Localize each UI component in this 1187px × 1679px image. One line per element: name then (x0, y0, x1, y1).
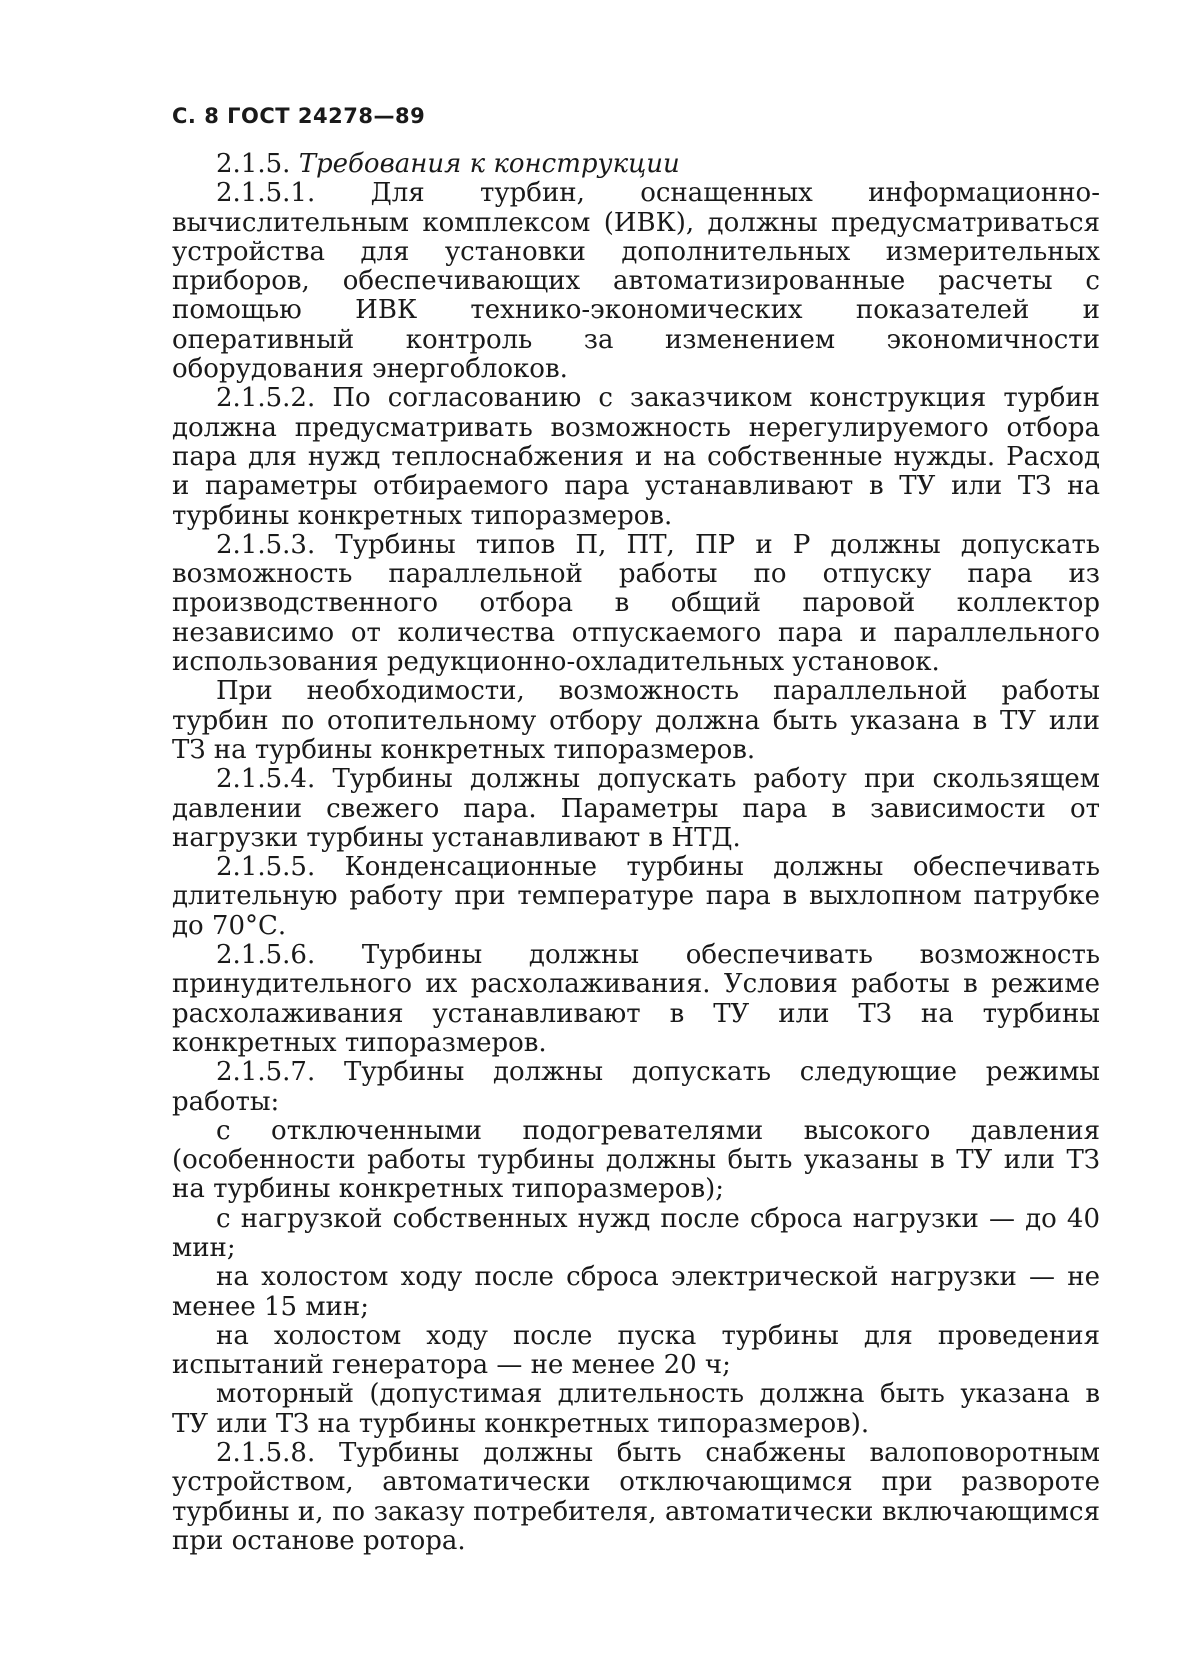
document-body (172, 150, 1100, 1556)
list-item: моторный (допустимая длительность должна быть указана в ТУ или ТЗ на турбины конкретных типоразмеров). (172, 1379, 1100, 1439)
paragraph: 2.1.5.4. Турбины должны допускать работу при скользящем давлении свежего пара. Параметры пара в зависимости от нагрузки турбины устанавливают в НТД. (172, 764, 1100, 853)
paragraph: 2.1.5.3. Турбины типов П, ПТ, ПР и Р должны допускать возможность параллельной работы по отпуску пара из производственного отбора в общий паровой коллектор независимо от количества отпускаемого пара и параллельного использования редукционно-охладительных установок. (172, 529, 1100, 678)
section-number: 2.1.5. (216, 149, 291, 179)
list-item: на холостом ходу после сброса электрической нагрузки — не менее 15 мин; (172, 1262, 1100, 1322)
paragraph: 2.1.5.6. Турбины должны обеспечивать возможность принудительного их расхолаживания. Условия работы в режиме расхолаживания устанавливают в ТУ или ТЗ на турбины конкретных типоразмеров. (172, 940, 1100, 1058)
section-heading (172, 150, 1100, 179)
paragraph: 2.1.5.2. По согласованию с заказчиком конструкция турбин должна предусматривать возможность нерегулируемого отбора пара для нужд теплоснабжения и на собственные нужды. Расход и параметры отбираемого пара устанавливают в ТУ или ТЗ на турбины конкретных типоразмеров. (172, 383, 1100, 531)
list-item: с нагрузкой собственных нужд после сброса нагрузки — до 40 мин; (172, 1203, 1100, 1263)
list-item: на холостом ходу после пуска турбины для проведения испытаний генератора — не менее 20 ч; (172, 1320, 1100, 1381)
paragraph: 2.1.5.1. Для турбин, оснащенных информационно-вычислительным комплексом (ИВК), должны предусматриваться устройства для установки дополнительных измерительных приборов, обеспечивающих автоматизированные расчеты с помощью ИВК технико-экономических показателей и оперативный контроль за изменением экономичности оборудования энергоблоков. (172, 178, 1100, 385)
paragraph: 2.1.5.5. Конденсационные турбины должны обеспечивать длительную работу при температуре пара в выхлопном патрубке до 70°С. (172, 852, 1100, 941)
page-header: С. 8 ГОСТ 24278—89 (172, 104, 426, 128)
paragraph: При необходимости, возможность параллельной работы турбин по отопительному отбору должна быть указана в ТУ или ТЗ на турбины конкретных типоразмеров. (172, 676, 1100, 765)
paragraph: 2.1.5.8. Турбины должны быть снабжены валоповоротным устройством, автоматически отключающимся при развороте турбины и, по заказу потребителя, автоматически включающимся при останове ротора. (172, 1438, 1100, 1556)
list-item: с отключенными подогревателями высокого давления (особенности работы турбины должны быть указаны в ТУ или ТЗ на турбины конкретных типоразмеров); (172, 1115, 1100, 1205)
paragraph: 2.1.5.7. Турбины должны допускать следующие режимы работы: (172, 1057, 1100, 1117)
section-title: Требования к конструкции (298, 149, 680, 179)
